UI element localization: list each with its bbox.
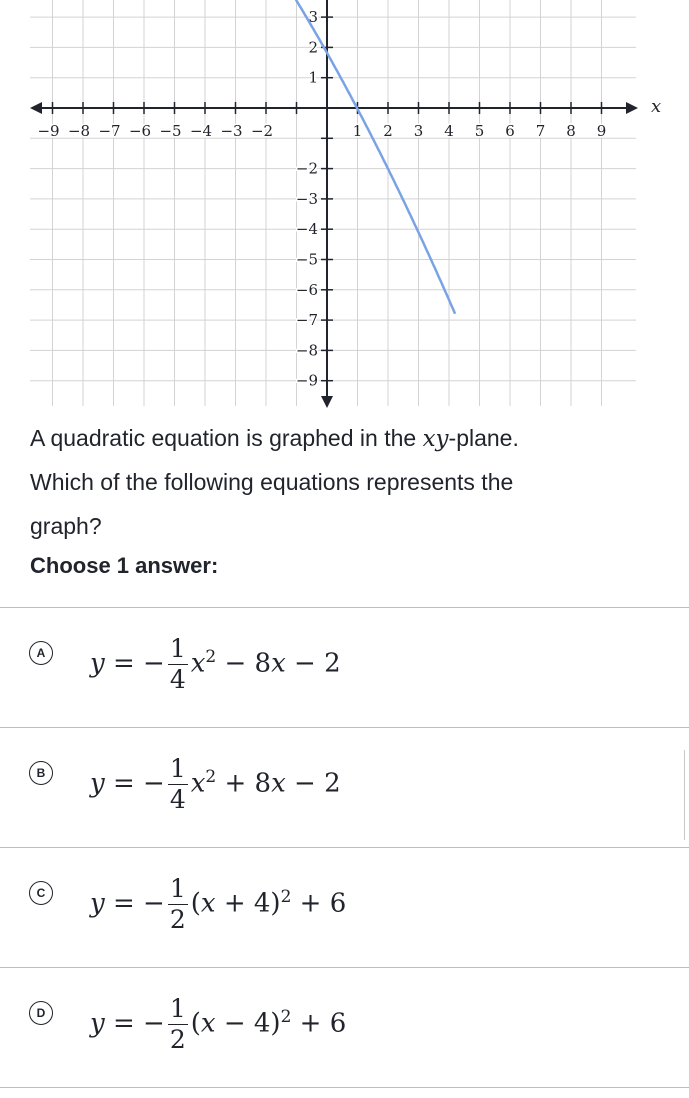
axes — [30, 0, 638, 408]
x-tick-label: 7 — [535, 122, 546, 140]
question-line-2: Which of the following equations represents the — [30, 469, 514, 495]
choice-a[interactable] — [0, 608, 689, 726]
y-tick-label: −4 — [295, 220, 318, 239]
choice-c[interactable] — [0, 848, 689, 966]
y-tick-label: 1 — [308, 68, 318, 87]
y-tick-labels — [296, 8, 318, 390]
question-text: A quadratic equation is graphed in the — [30, 425, 423, 451]
x-tick-label: −9 — [37, 122, 60, 140]
y-axis-arrow-down — [321, 396, 333, 408]
choose-label: Choose 1 answer: — [30, 553, 219, 578]
equation-c: y = − $\frac{1}{2}$ $(x + 4)^2 + 6$ — [90, 874, 347, 934]
y-tick-label: 2 — [308, 38, 318, 57]
x-axis-arrow-left — [30, 102, 42, 114]
x-tick-label: −8 — [67, 122, 91, 140]
x-tick-label: 4 — [444, 122, 454, 140]
x-tick-labels — [37, 122, 606, 140]
x-tick-label: 5 — [474, 122, 485, 140]
choice-letter-c: C — [29, 881, 53, 905]
y-tick-label: −2 — [295, 159, 318, 178]
x-axis-arrow-right — [626, 102, 638, 114]
x-tick-label: 8 — [566, 122, 576, 140]
coordinate-graph — [0, 0, 689, 412]
y-tick-label: 3 — [308, 8, 318, 27]
x-tick-label: −6 — [128, 122, 152, 140]
x-tick-label: −4 — [189, 122, 213, 140]
choice-b[interactable] — [0, 728, 689, 846]
fraction: $\frac{1}{4}$ — [169, 754, 186, 814]
y-tick-label: −9 — [295, 371, 318, 390]
scroll-edge — [684, 750, 685, 840]
y-tick-label: −5 — [295, 250, 318, 269]
question-line-1 — [30, 420, 519, 457]
question-math: xy — [422, 426, 449, 452]
choice-letter-a: A — [29, 641, 53, 665]
choice-letter-b: B — [29, 761, 53, 785]
x-tick-label: −5 — [159, 122, 182, 140]
x-tick-label: −3 — [220, 122, 243, 140]
x-tick-label: −2 — [250, 122, 274, 140]
equation-d: y = − $\frac{1}{2}$ $(x - 4)^2 + 6$ — [90, 994, 347, 1054]
x-tick-label: 1 — [352, 122, 363, 140]
divider — [0, 1087, 689, 1088]
choice-letter-d: D — [29, 1001, 53, 1025]
x-tick-label: 6 — [505, 122, 515, 140]
question-line-3: graph? — [30, 513, 102, 539]
x-tick-label: 3 — [413, 122, 424, 140]
y-tick-label: −6 — [295, 280, 318, 299]
y-tick-label: −8 — [295, 341, 318, 360]
fraction: $\frac{1}{4}$ — [169, 634, 186, 694]
x-tick-label: 2 — [383, 122, 393, 140]
y-tick-label: −3 — [295, 189, 318, 208]
equation-a: y = − $\frac{1}{4}$ $x^2 - 8x - 2$ — [90, 634, 341, 694]
choice-d[interactable] — [0, 968, 689, 1086]
x-axis-label: x — [651, 96, 662, 117]
fraction: $\frac{1}{2}$ — [169, 874, 186, 934]
fraction: $\frac{1}{2}$ — [169, 994, 186, 1054]
grid-lines — [30, 0, 636, 406]
x-tick-label: 9 — [596, 122, 607, 140]
equation-b: y = − $\frac{1}{4}$ $x^2 + 8x - 2$ — [90, 754, 341, 814]
y-tick-label: −7 — [295, 311, 318, 330]
x-tick-label: −7 — [98, 122, 121, 140]
question-text-suffix: -plane. — [448, 425, 519, 451]
